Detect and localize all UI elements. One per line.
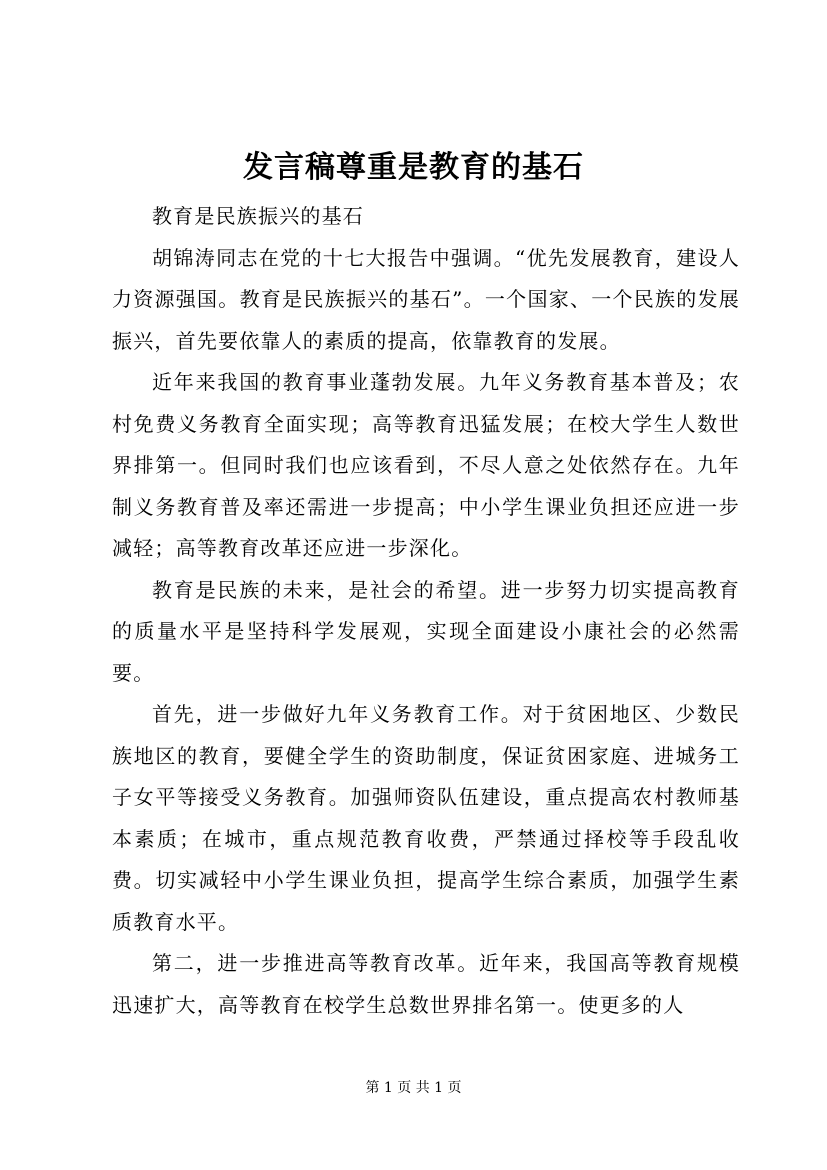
paragraph: 第二，进一步推进高等教育改革。近年来，我国高等教育规模迅速扩大，高等教育在校学生总数世界排名第一。使更多的人: [112, 951, 740, 1017]
paragraph: 教育是民族的未来，是社会的希望。进一步努力切实提高教育的质量水平是坚持科学发展观，实现全面建设小康社会的必然需要。: [112, 577, 740, 685]
paragraph: 首先，进一步做好九年义务教育工作。对于贫困地区、少数民族地区的教育，要健全学生的资助制度，保证贫困家庭、进城务工子女平等接受义务教育。加强师资队伍建设，重点提高农村教师基本素质；在城市，重点规范教育收费，严禁通过择校等手段乱收费。切实减轻中小学生课业负担，提高学生综合素质，加强学生素质教育水平。: [112, 702, 740, 934]
document-title: 发言稿尊重是教育的基石: [243, 150, 584, 185]
document-body: [112, 196, 740, 1026]
paragraph: 近年来我国的教育事业蓬勃发展。九年义务教育基本普及；农村免费义务教育全面实现；高等教育迅猛发展；在校大学生人数世界排第一。但同时我们也应该看到，不尽人意之处依然存在。九年制义务教育普及率还需进一步提高；中小学生课业负担还应进一步减轻；高等教育改革还应进一步深化。: [112, 370, 740, 560]
paragraph-heading: 教育是民族振兴的基石: [152, 204, 364, 228]
paragraph: 胡锦涛同志在党的十七大报告中强调。“优先发展教育，建设人力资源强国。教育是民族振兴的基石”。一个国家、一个民族的发展振兴，首先要依靠人的素质的提高，依靠教育的发展。: [112, 245, 740, 353]
page-footer: 第 1 页 共 1 页: [365, 1080, 462, 1096]
